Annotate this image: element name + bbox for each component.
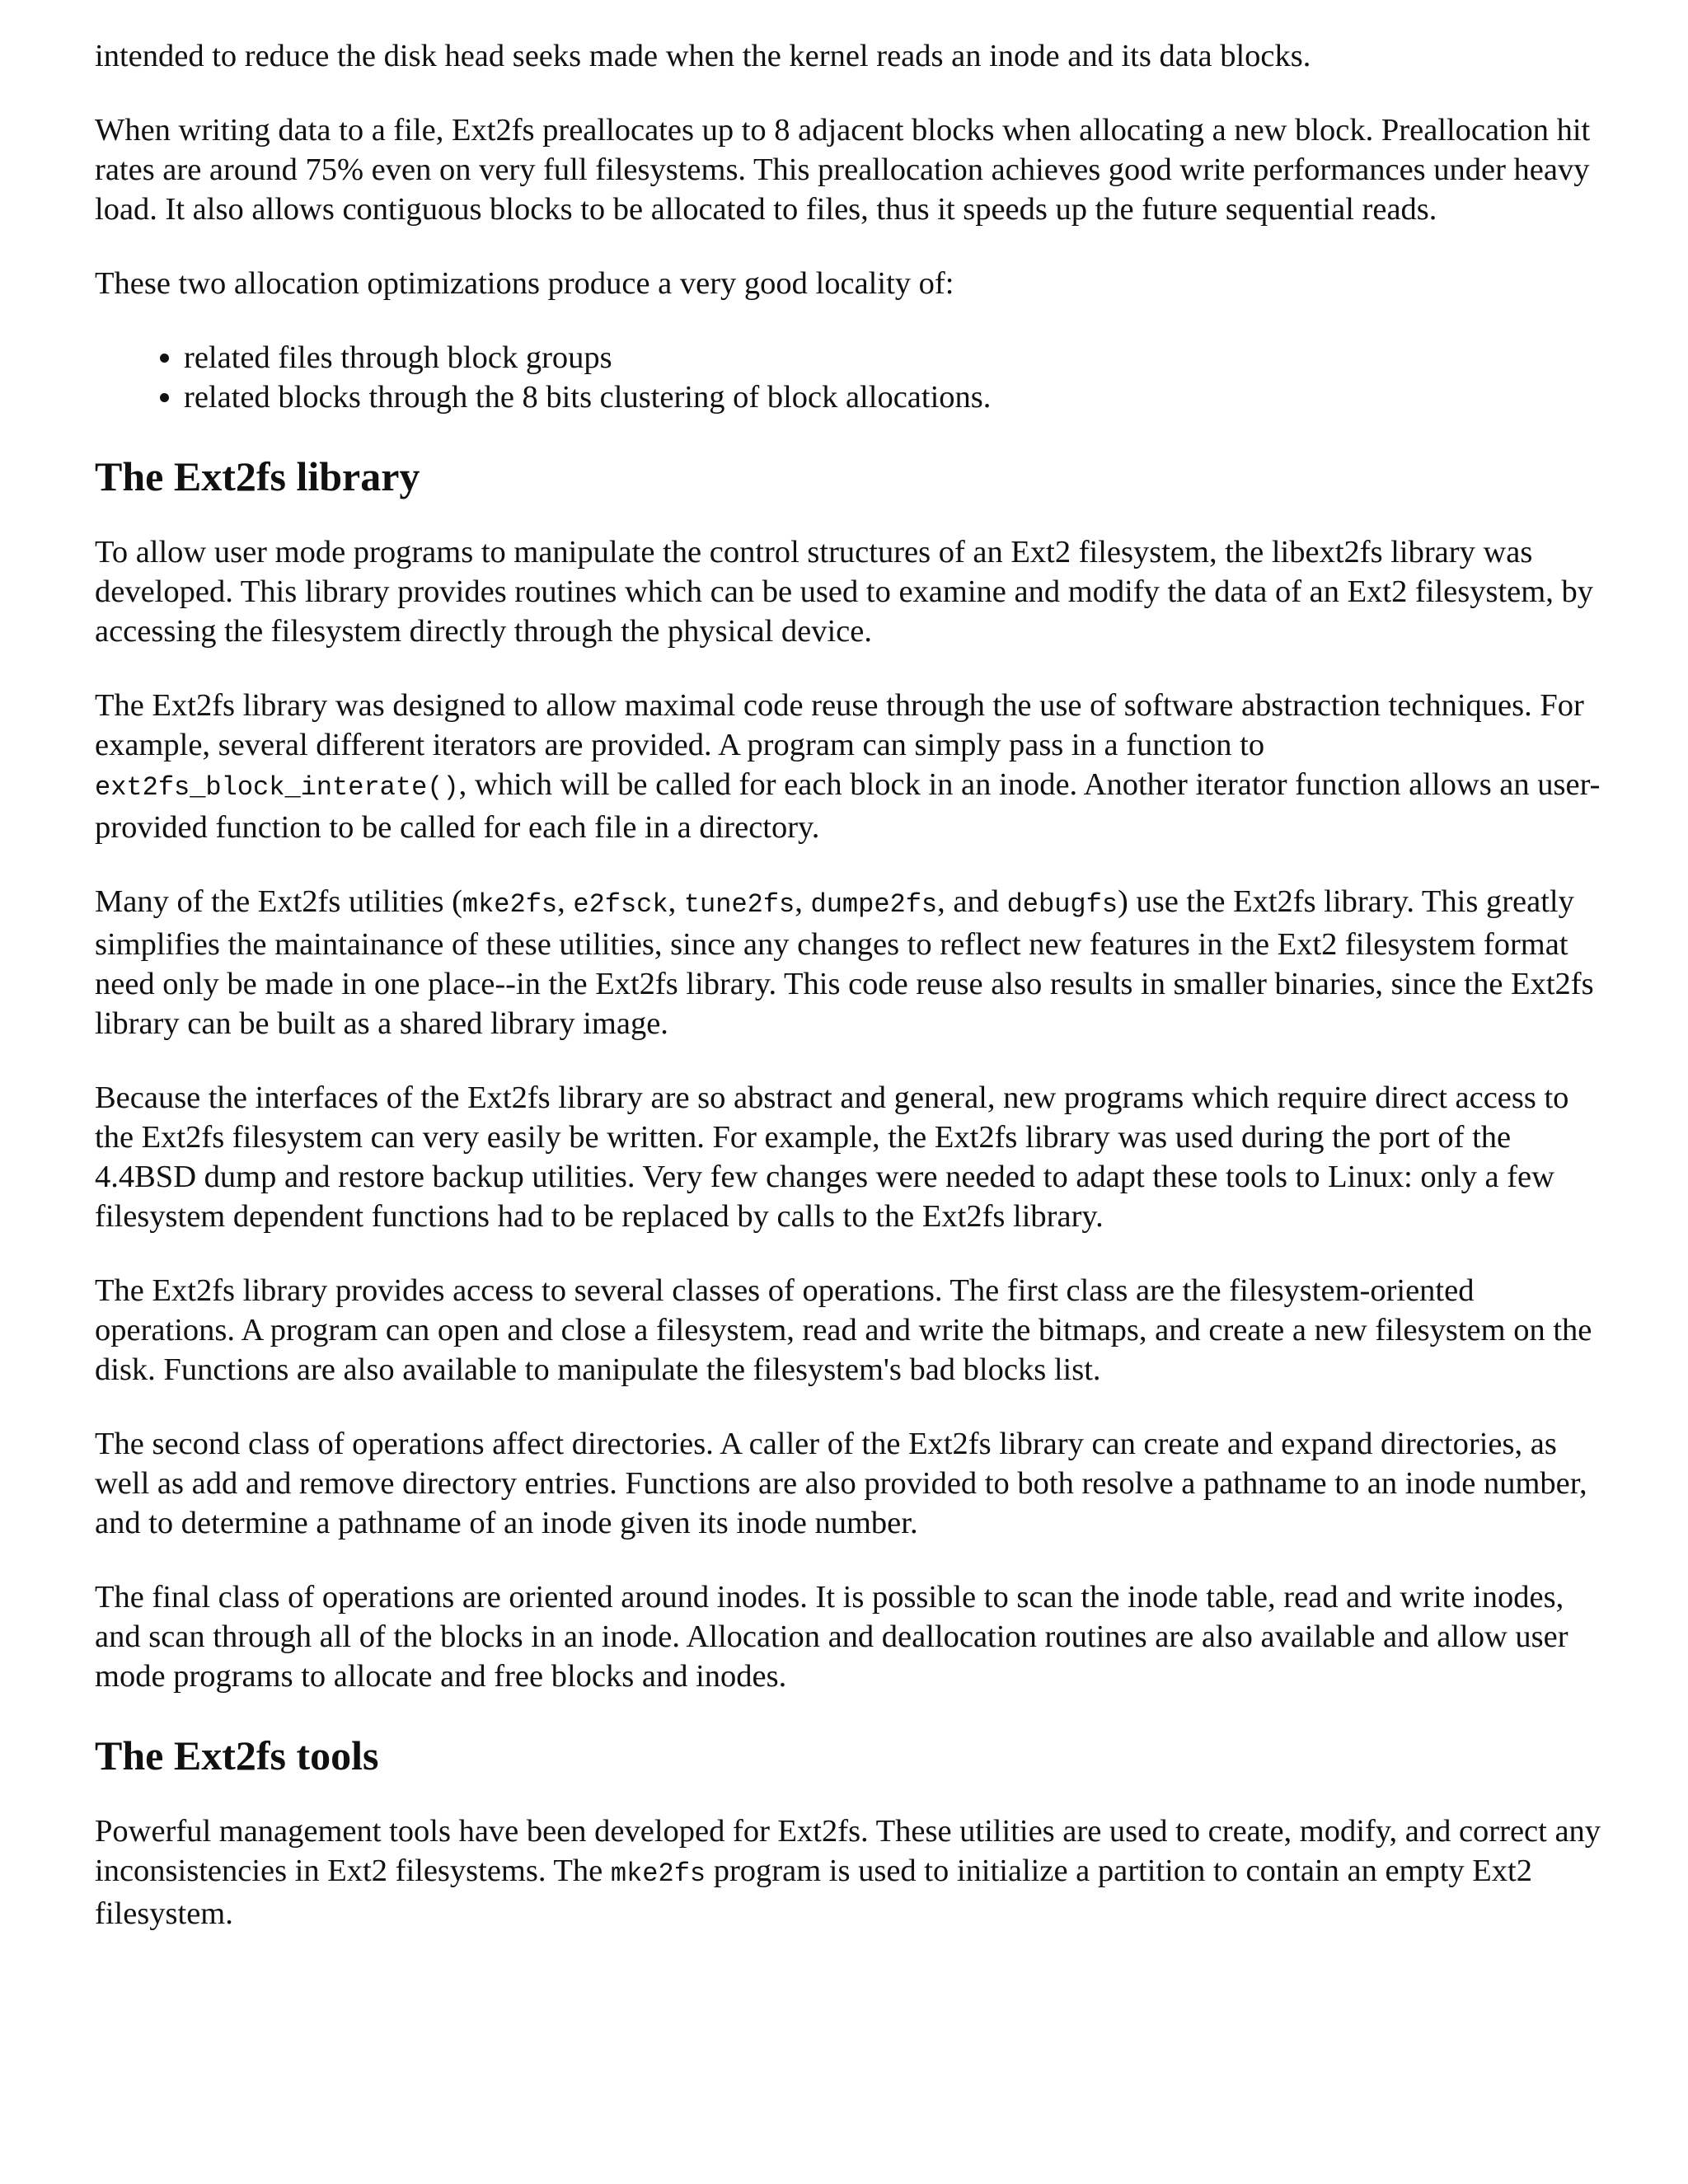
text-span: Many of the Ext2fs utilities ( [95, 884, 462, 919]
intro-paragraph-2: When writing data to a file, Ext2fs preallocates up to 8 adjacent blocks when allocating a new block. Preallocation hit rates are around 75% even on very full filesystems. This preallocation achieves good write performances under heavy load. It also allows contiguous blocks to be allocated to files, thus it speeds up the future sequential reads. [95, 113, 1591, 227]
text-span: , [557, 884, 574, 919]
text-span: , which will be called for each block in an inode. Another iterator function allows an user-provided function to be called for each file in a directory. [95, 767, 1601, 845]
section-heading-tools: The Ext2fs tools [95, 1732, 379, 1779]
code-span: e2fsck [573, 889, 668, 920]
text-span: program is used to initialize a partition to contain an empty Ext2 filesystem. [95, 1854, 1533, 1931]
intro-paragraph-1: intended to reduce the disk head seeks made when the kernel reads an inode and its data blocks. [95, 39, 1311, 73]
locality-list [95, 338, 1603, 417]
library-paragraph-1: To allow user mode programs to manipulate the control structures of an Ext2 filesystem, the libext2fs library was developed. This library provides routines which can be used to examine and modify the data of an Ext2 filesystem, by accessing the filesystem directly through the physical device. [95, 535, 1593, 649]
library-paragraph-4: Because the interfaces of the Ext2fs library are so abstract and general, new programs which require direct access to the Ext2fs filesystem can very easily be written. For example, the Ext2fs library was used during the port of the 4.4BSD dump and restore backup utilities. Very few changes were needed to adapt these tools to Linux: only a few filesystem dependent functions had to be replaced by calls to the Ext2fs library. [95, 1080, 1569, 1234]
text-span: , [795, 884, 811, 919]
library-paragraph-3 [95, 882, 1603, 1043]
text-span: The Ext2fs library was designed to allow maximal code reuse through the use of software abstraction techniques. For example, several different iterators are provided. A program can simply pass in a function to [95, 688, 1584, 762]
list-item: • related files through block groups [184, 338, 1603, 377]
text-span: ) use the Ext2fs library. This greatly simplifies the maintainance of these utilities, since any changes to reflect new features in the Ext2 filesystem format need only be made in one place--in the Ext2fs library. This code reuse also results in smaller binaries, since the Ext2fs library can be built as a shared library image. [95, 884, 1594, 1041]
library-paragraph-7: The final class of operations are oriented around inodes. It is possible to scan the inode table, read and write inodes, and scan through all of the blocks in an inode. Allocation and deallocation routines are also available and allow user mode programs to allocate and free blocks and inodes. [95, 1580, 1568, 1694]
code-span: dumpe2fs [810, 889, 938, 920]
text-span: Powerful management tools have been developed for Ext2fs. These utilities are used to create, modify, and correct any inconsistencies in Ext2 filesystems. The [95, 1814, 1601, 1888]
code-span: debugfs [1006, 889, 1118, 920]
code-span: ext2fs_block_interate() [95, 772, 459, 803]
intro-paragraph-3: These two allocation optimizations produce a very good locality of: [95, 266, 954, 301]
code-span: mke2fs [610, 1858, 706, 1889]
text-span: , [668, 884, 684, 919]
code-span: tune2fs [683, 889, 795, 920]
library-paragraph-2 [95, 686, 1603, 847]
text-span: , and [937, 884, 1007, 919]
section-heading-library: The Ext2fs library [95, 453, 420, 499]
library-paragraph-6: The second class of operations affect directories. A caller of the Ext2fs library can create and expand directories, as well as add and remove directory entries. Functions are also provided to both resolve a pathname to an inode number, and to determine a pathname of an inode given its inode number. [95, 1427, 1587, 1540]
code-span: mke2fs [462, 889, 558, 920]
document-page [95, 36, 1603, 1968]
list-item: • related blocks through the 8 bits clustering of block allocations. [184, 377, 1603, 417]
tools-paragraph-1 [95, 1811, 1603, 1933]
library-paragraph-5: The Ext2fs library provides access to several classes of operations. The first class are the filesystem-oriented operations. A program can open and close a filesystem, read and write the bitmaps, and create a new filesystem on the disk. Functions are also available to manipulate the filesystem's bad blocks list. [95, 1273, 1592, 1387]
